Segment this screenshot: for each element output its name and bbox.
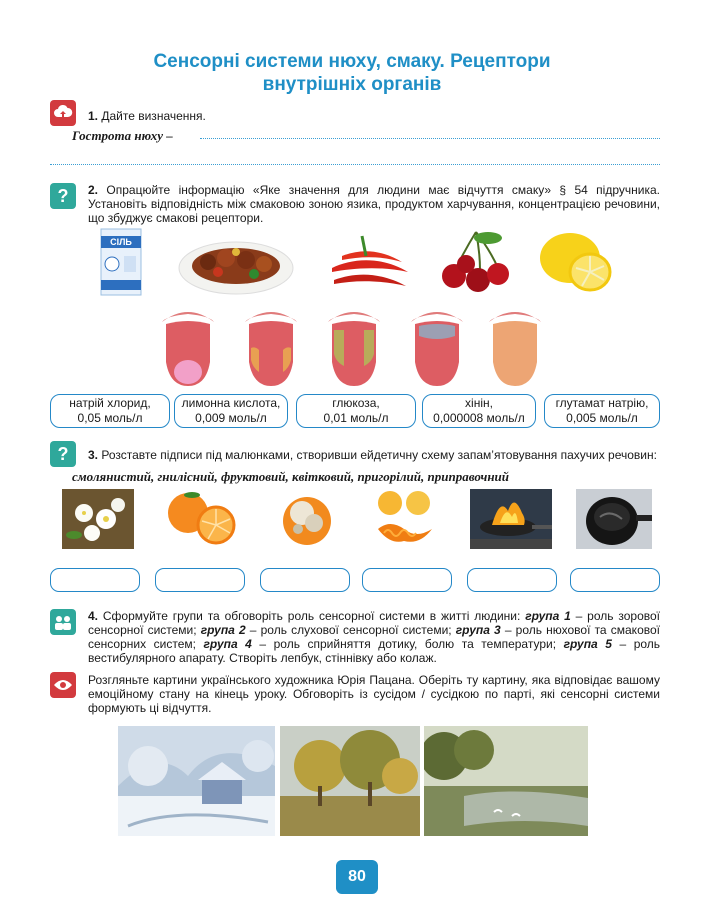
reflection-text: Розгляньте картини українського художника Юрія Пацана. Оберіть ту картину, яка відповідає вашому емоційному стану на кінець уроку. Обговоріть із сусідом / сусідкою по парті, які сенсорні системи формують ці відчуття. — [88, 673, 660, 715]
tongue-zone-tip — [160, 306, 216, 388]
task-3-text: Розставте підписи під малюнками, створивши ейдетичну схему запам’ятовування пахучих речовин: — [101, 448, 657, 462]
tongue-zone-whole — [487, 306, 543, 388]
page-title — [0, 50, 704, 96]
fruit-peel-image — [370, 489, 440, 549]
task-1 — [88, 109, 206, 123]
task-4-text-segment: – роль вестибулярного апарату. Створіть лепбук, стіннівку або колаж. — [88, 637, 661, 665]
task-4-text — [88, 609, 660, 665]
task-4-text-segment: – роль зорової сенсорної системи; — [88, 609, 661, 637]
task-3-number: 3. — [88, 448, 99, 462]
cloud-upload-icon — [50, 100, 76, 126]
group-label: група 4 — [203, 637, 252, 651]
autumn-painting — [280, 726, 420, 836]
label-line: 0,05 моль/л — [77, 411, 143, 425]
task-4-text-segment: Сформуйте групи та обговоріть роль сенсорної системи в житті людини: — [102, 609, 526, 623]
label-line: хінін, — [465, 396, 493, 410]
burnt-pot-image — [576, 489, 652, 549]
group-label: група 3 — [455, 623, 501, 637]
rotten-orange-image — [272, 489, 342, 549]
label-line: 0,005 моль/л — [566, 411, 638, 425]
answer-line-1[interactable] — [200, 138, 660, 139]
smell-answer-box-5[interactable] — [467, 568, 557, 592]
smell-answer-box-3[interactable] — [260, 568, 350, 592]
group-label: група 1 — [525, 609, 571, 623]
winter-painting — [118, 726, 275, 836]
question-icon: ? — [50, 183, 76, 209]
task-4-text-segment: – роль сприйняття дотику, болю та температури; — [251, 637, 564, 651]
label-sodium-chloride[interactable] — [50, 394, 170, 428]
answer-line-2[interactable] — [50, 164, 660, 165]
task-4 — [88, 609, 660, 665]
task-2 — [88, 183, 660, 225]
kebab-plate-image — [178, 228, 295, 296]
river-painting — [424, 726, 588, 836]
salt-package-image — [100, 228, 142, 296]
smell-answer-box-6[interactable] — [570, 568, 660, 592]
task-1-text: Дайте визначення. — [101, 109, 206, 123]
task-2-number: 2. — [88, 183, 99, 197]
label-line: 0,000008 моль/л — [433, 411, 525, 425]
salt-label: СІЛЬ — [110, 237, 132, 247]
smell-answer-box-2[interactable] — [155, 568, 245, 592]
eye-icon — [50, 672, 76, 698]
label-glucose[interactable] — [296, 394, 416, 428]
group-icon — [50, 609, 76, 635]
tongue-zone-sides-front — [243, 306, 299, 388]
label-line: глюкоза, — [332, 396, 380, 410]
title-line-2: внутрішніх органів — [262, 74, 442, 95]
smell-answer-box-1[interactable] — [50, 568, 140, 592]
group-label: група 5 — [563, 637, 612, 651]
cherries-image — [436, 228, 514, 296]
task-1-number: 1. — [88, 109, 99, 123]
task-3 — [88, 448, 660, 462]
burning-pan-image — [470, 489, 552, 549]
task-4-text-segment: – роль нюхової та смакової сенсорних систем; — [88, 623, 660, 651]
label-monosodium-glutamate[interactable] — [544, 394, 660, 428]
question-icon: ? — [50, 441, 76, 467]
page-number: 80 — [336, 860, 378, 894]
label-line: глутамат натрію, — [555, 396, 649, 410]
chili-pepper-image — [322, 228, 412, 296]
label-citric-acid[interactable] — [174, 394, 288, 428]
flowers-image — [62, 489, 134, 549]
tongue-zone-back — [409, 306, 465, 388]
task-2-text: Опрацюйте інформацію «Яке значення для людини має відчуття смаку» § 54 підручника. Установіть відповідність між смаковою зоною язика, продуктом харчування, концентрацією речовини, що збуджує смакові рецептори. — [88, 183, 660, 225]
smell-answer-box-4[interactable] — [362, 568, 452, 592]
label-line: натрій хлорид, — [69, 396, 151, 410]
title-line-1: Сенсорні системи нюху, смаку. Рецептори — [153, 51, 551, 72]
group-label: група 2 — [200, 623, 246, 637]
label-line: лимонна кислота, — [181, 396, 281, 410]
term-gostrota: Гострота нюху – — [72, 128, 173, 143]
smell-words: смолянистий, гнилісний, фруктовий, квітковий, пригорілий, приправочний — [72, 469, 509, 484]
label-line: 0,009 моль/л — [195, 411, 267, 425]
label-quinine[interactable] — [422, 394, 536, 428]
label-line: 0,01 моль/л — [323, 411, 389, 425]
oranges-image — [162, 489, 240, 549]
task-4-text-segment: – роль слухової сенсорної системи; — [245, 623, 456, 637]
tongue-zone-sides-back — [326, 306, 382, 388]
task-4-number: 4. — [88, 609, 99, 623]
lemon-image — [538, 228, 616, 294]
